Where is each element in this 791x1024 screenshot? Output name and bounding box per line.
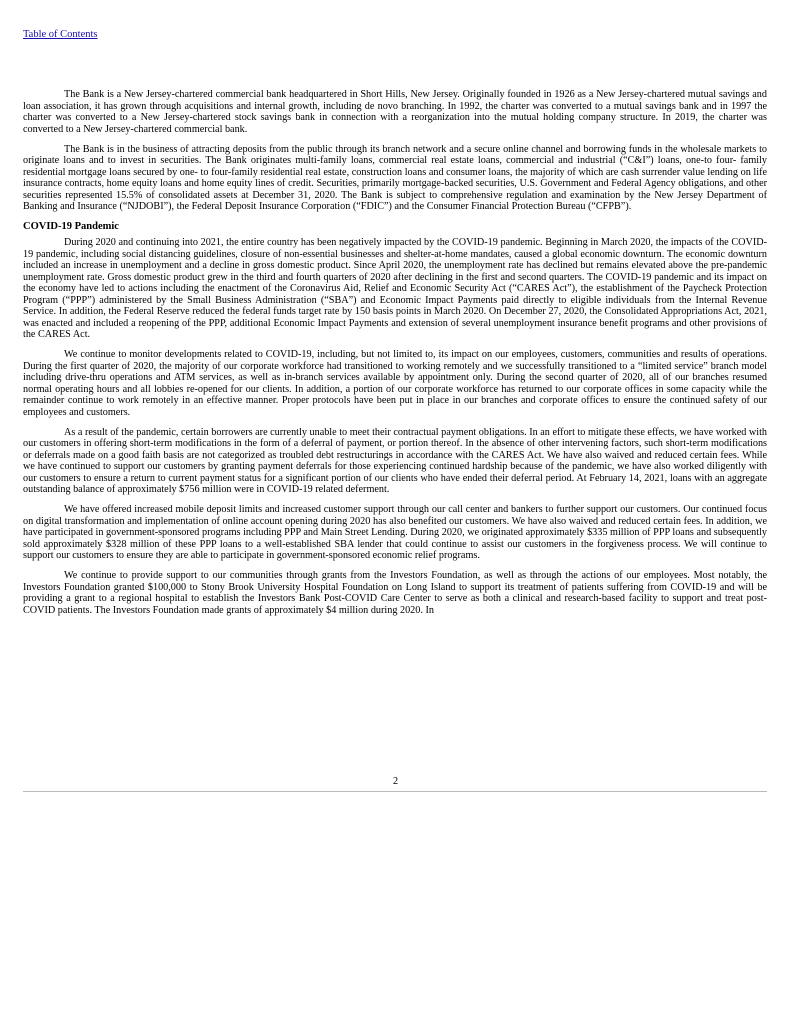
covid-paragraph-4: We have offered increased mobile deposit limits and increased customer support through our call center and bankers to further support our customers. Our continued focus on digital transformation and implementation of online account opening during 2020 has also benefited our customers. We have also waived and reduced certain fees. In addition, we have participated in government-sponsored programs including PPP and Main Street Lending. During 2020, we originated approximately $335 million of PPP loans and subsequently sold approximately $328 million of these PPP loans to a well-established SBA lender that could continue to assist our customers in the forgiveness process. We will continue to support our customers to ensure they are able to participate in government-sponsored economic relief programs.: [23, 504, 767, 561]
intro-paragraph-2: The Bank is in the business of attracting deposits from the public through its branch network and a secure online channel and borrowing funds in the wholesale markets to originate loans and to invest in securities. The Bank originates multi-family loans, commercial real estate loans, commercial and industrial (“C&I”) loans, one-to four- family residential mortgage loans secured by one- to four-family residential real estate, construction loans and consumer loans, the majority of which are cash surrender value lending on life insurance contracts, home equity loans and home equity lines of credit. Securities, primarily mortgage-backed securities, U.S. Government and Federal Agency obligations, and other securities represented 15.5% of consolidated assets at December 31, 2020. The Bank is subject to comprehensive regulation and examination by the New Jersey Department of Banking and Insurance (“NJDOBI”), the Federal Deposit Insurance Corporation (“FDIC”) and the Consumer Financial Protection Bureau (“CFPB”).: [23, 143, 767, 212]
covid-paragraph-5: We continue to provide support to our communities through grants from the Investors Foundation, as well as through the actions of our employees. Most notably, the Investors Foundation granted $100,000 to Stony Brook University Hospital Foundation on Long Island to support its treatment of patients suffering from COVID-19 and will be providing a grant to a regional hospital to establish the Investors Bank Post-COVID Care Center to serve as both a clinical and research-based facility to support and treat post-COVID patients. The Investors Foundation made grants of approximately $4 million during 2020. In: [23, 570, 767, 616]
table-of-contents-link[interactable]: Table of Contents: [23, 29, 98, 40]
section-heading-covid: COVID-19 Pandemic: [23, 221, 119, 232]
page-number: 2: [392, 776, 399, 787]
covid-paragraph-3: As a result of the pandemic, certain borrowers are currently unable to meet their contractual payment obligations. In an effort to mitigate these effects, we have worked with our customers in offering short-term modifications in the form of a deferral of payment, or portion thereof. In the absence of other intervening factors, such short-term modifications or deferrals made on a good faith basis are not categorized as troubled debt restructurings in accordance with the CARES Act. We have also waived and reduced certain fees. While we have continued to support our customers by granting payment deferrals for those experiencing continued hardship because of the pandemic, we have also worked diligently with our customers to ensure a return to current payment status for a significant portion of our clients who have ended their deferral period. At February 14, 2021, loans with an aggregate outstanding balance of approximately $756 million were in COVID-19 related deferment.: [23, 426, 767, 495]
document-body: [23, 89, 767, 625]
page-divider: [23, 791, 767, 792]
covid-paragraph-2: We continue to monitor developments related to COVID-19, including, but not limited to, its impact on our employees, customers, communities and results of operations. During the first quarter of 2020, the majority of our corporate workforce had transitioned to working remotely and we successfully transitioned to a “limited service” branch model including drive-thru operations and ATM services, as well as in-branch services available by appointment only. During the second quarter of 2020, all of our branches resumed normal operating hours and all lobbies re-opened for our clients. In addition, a portion of our corporate workforce has returned to our corporate offices in some capacity while the remainder continue to work remotely in an effective manner. Proper protocols have been put in place in our branches and corporate offices to ensure the continued safety of our employees and customers.: [23, 349, 767, 418]
intro-paragraph-1: The Bank is a New Jersey-chartered commercial bank headquartered in Short Hills, New Jersey. Originally founded in 1926 as a New Jersey-chartered mutual savings and loan association, it has grown through acquisitions and internal growth, including de novo branching. In 1992, the charter was converted to a mutual savings bank and in 1997 the charter was converted to a New Jersey-chartered stock savings bank in connection with a reorganization into the mutual holding company structure. In 2019, the charter was converted to a New Jersey-chartered commercial bank.: [23, 89, 767, 135]
covid-paragraph-1: During 2020 and continuing into 2021, the entire country has been negatively impacted by the COVID-19 pandemic. Beginning in March 2020, the impacts of the COVID-19 pandemic, including social distancing guidelines, closure of non-essential businesses and shelter-at-home mandates, caused a global economic downturn. The economic downturn included an increase in unemployment and a decline in gross domestic product. Since April 2020, the unemployment rate has declined but remains elevated above the pre-pandemic unemployment rate. Gross domestic product grew in the third and fourth quarters of 2020 after declining in the first and second quarters. The COVID-19 pandemic and its impact on the economy have led to actions including the enactment of the Coronavirus Aid, Relief and Economic Security Act (“CARES Act”), the establishment of the Paycheck Protection Program (“PPP”) administered by the Small Business Administration (“SBA”) and Economic Impact Payments paid directly to eligible individuals from the Internal Revenue Service. In addition, the Federal Reserve reduced the federal funds target rate by 150 basis points in March 2020. On December 27, 2020, the Consolidated Appropriations Act, 2021, was enacted and included a reopening of the PPP, additional Economic Impact Payments and extension of several unemployment insurance benefit programs and other provisions of the CARES Act.: [23, 237, 767, 340]
